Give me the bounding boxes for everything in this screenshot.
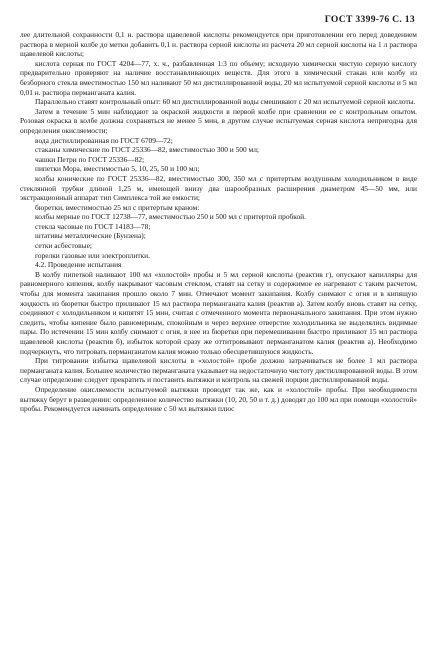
- paragraph: лее длительной сохранности 0,1 н. раствора щавелевой кислоты рекомендуется при приготовлении его перед доведением раствора в мерной колбе до метки добавить 0,1 н. раствора серной кислоты из расчета 20 мл серной кислоты на 1 л раствора щавелевой кислоты;: [20, 30, 417, 59]
- paragraph: кислота серная по ГОСТ 4204—77, х. ч., разбавленная 1:3 по объему; исходную химически чистую серную кислоту предварительно проверяют на наличие восстанавливающих веществ. Для этого в химический стакан или колбу из безборного стекла вместимостью 150 мл наливают 50 мл дистиллированной воды, 20 мл испытуемой серной кислоты и 5 мл 0,01 н. раствора перманганата калия.: [20, 58, 417, 97]
- list-item: пипетки Мора, вместимостью 5, 10, 25, 50 и 100 мл;: [35, 164, 200, 174]
- list-item: штативы металлические (Бунзена);: [35, 231, 146, 241]
- list-item: горелки газовые или электроплитки.: [35, 250, 150, 260]
- list-item: стаканы химические по ГОСТ 25336—82, вместимостью 300 и 500 мл;: [35, 145, 259, 155]
- paragraph: Определение окисляемости испытуемой вытяжки проводят так же, как и «холостой» пробы. При необходимости вытяжку берут в разведении: определенное количество вытяжки (10, 20, 50 и т. д.) доводят до 100 мл при помощи «холостой» пробы. Рекомендуется начинать определение с 50 мл вытяжки плюс: [20, 384, 417, 414]
- list-item: бюретки, вместимостью 25 мл с притертым краном:: [35, 202, 200, 212]
- page-title: ГОСТ 3399-76 С. 13: [324, 14, 415, 25]
- list-item: вода дистиллированная по ГОСТ 6709—72;: [35, 135, 173, 145]
- paragraph: В колбу пипеткой наливают 100 мл «холостой» пробы и 5 мл серной кислоты (реактив г), опускают капилляры для равномерного кипения, колбу накрывают часовым стеклом, ставят на сетку и содержимое ее нагревают с таким расчетом, чтобы для момента закипания прошло около 7 мин. Отмечают момент закипания. Колбу снимают с огня и в кипящую жидкость из бюретки быстро приливают 15 мл раствора перманганата калия (реактив а). Затем колбу вновь ставят на сетку, соединяют с холодильником и кипятят 15 мин, считая с отмеченного момента первоначального закипания. При этом нужно следить, чтобы кипение было равномерным, спокойным и через верхнее отверстие холодильника не выделялись видимые пары. По истечении 15 мин колбу снимают с огня, в нее из бюретки при перемешивании быстро приливают 15 мл раствора щавелевой кислоты (реактив б), избыток которой сразу же оттитровывают перманганатом калия (реактив а). Необходимо подчеркнуть, что титровать перманганатом калия можно только обесцветившуюся жидкость.: [20, 269, 417, 356]
- page-header: [20, 14, 415, 26]
- paragraph: Параллельно ставят контрольный опыт: 60 мл дистиллированной воды смешивают с 20 мл испытуемой серной кислоты.: [35, 97, 416, 107]
- list-item: колбы конические по ГОСТ 25336—82, вместимостью 300, 350 мл с притертым воздушным холодильником в виде стеклянной трубки длиной 1,25 м, имеющей внизу два шарообразных расширения диаметром 45—50 мм, или экстракционный аппарат тип Симплекса той же емкости;: [20, 173, 417, 203]
- list-item: колбы мерные по ГОСТ 12738—77, вместимостью 250 и 500 мл с притертой пробкой.: [35, 212, 306, 222]
- list-item: стекла часовые по ГОСТ 14183—78;: [35, 221, 151, 231]
- list-item: сетки асбестовые;: [35, 241, 92, 251]
- section-heading: 4.2. Проведение испытания: [35, 260, 122, 270]
- paragraph: При титровании избытка щавелевой кислоты в «холостой» пробе должно затрачиваться не более 1 мл раствора перманганата калия. Большее количество перманганата указывает на недостаточную чистоту дистиллированной воды. В этом случае определение следует прекратить и поставить вытяжки и контроль на свежей порции дистиллированной воды.: [20, 356, 417, 385]
- paragraph: Затем в течение 5 мин наблюдают за окраской жидкости в первой колбе при сравнении ее с контрольным опытом. Розовая окраска в колбе должна сохраняться не менее 5 мин, в другом случае испытуемая серная кислота непригодна для определения окисляемости;: [20, 106, 417, 135]
- document-body: [20, 30, 417, 414]
- list-item: чашки Петри по ГОСТ 25336—82;: [35, 154, 145, 164]
